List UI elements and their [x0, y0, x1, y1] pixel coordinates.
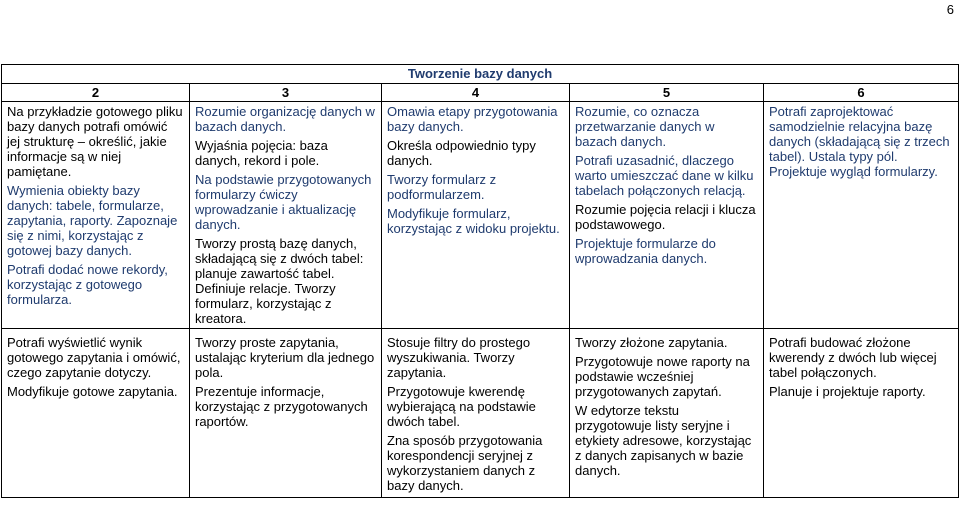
cell-paragraph: Planuje i projektuje raporty.: [769, 384, 926, 399]
table-cell: [2, 102, 190, 329]
cell-paragraph: Potrafi uzasadnić, dlaczego warto umieszczać dane w kilku tabelach połączonych relacją.: [575, 153, 754, 198]
curriculum-table: [1, 64, 959, 498]
cell-paragraph: Stosuje filtry do prostego wyszukiwania. Tworzy zapytania.: [387, 335, 531, 380]
table-cell: [764, 102, 959, 329]
table-title: Tworzenie bazy danych: [2, 65, 959, 84]
cell-paragraph: Wyjaśnia pojęcia: baza danych, rekord i pole.: [195, 138, 328, 168]
cell-paragraph: Rozumie, co oznacza przetwarzanie danych w bazach danych.: [575, 104, 715, 149]
cell-paragraph: Tworzy złożone zapytania.: [575, 335, 728, 350]
cell-paragraph: Rozumie pojęcia relacji i klucza podstawowego.: [575, 202, 756, 232]
cell-paragraph: Omawia etapy przygotowania bazy danych.: [387, 104, 558, 134]
cell-paragraph: Tworzy formularz z podformularzem.: [387, 172, 497, 202]
column-number: 6: [764, 84, 959, 102]
cell-paragraph: Modyfikuje formularz, korzystając z widoku projektu.: [387, 206, 560, 236]
cell-paragraph: Przygotowuje kwerendę wybierającą na podstawie dwóch tabel.: [387, 384, 536, 429]
cell-paragraph: Potrafi wyświetlić wynik gotowego zapytania i omówić, czego zapytanie dotyczy.: [7, 335, 181, 380]
cell-paragraph: Zna sposób przygotowania korespondencji seryjnej z wykorzystaniem danych z bazy danych.: [387, 433, 543, 493]
cell-paragraph: Tworzy prostą bazę danych, składającą się z dwóch tabel: planuje zawartość tabel. Definiuje relacje. Tworzy formularz, korzystając z kreatora.: [195, 236, 364, 326]
column-number: 4: [382, 84, 570, 102]
table-cell: [190, 329, 382, 498]
cell-paragraph: Tworzy proste zapytania, ustalając kryterium dla jednego pola.: [195, 335, 375, 380]
cell-paragraph: W edytorze tekstu przygotowuje listy seryjne i etykiety adresowe, korzystając z danych zapisanych w bazie danych.: [575, 403, 752, 478]
cell-paragraph: Potrafi dodać nowe rekordy, korzystając z gotowego formularza.: [7, 262, 168, 307]
cell-paragraph: Przygotowuje nowe raporty na podstawie wcześniej przygotowanych zapytań.: [575, 354, 750, 399]
cell-paragraph: Potrafi zaprojektować samodzielnie relacyjna bazę danych (składającą się z trzech tabel). Ustala typy pól. Projektuje wygląd formularzy.: [769, 104, 950, 179]
column-number-row: [2, 84, 959, 102]
cell-paragraph: Projektuje formularze do wprowadzania danych.: [575, 236, 716, 266]
cell-paragraph: Wymienia obiekty bazy danych: tabele, formularze, zapytania, raporty. Zapoznaje się z nimi, korzystając z gotowej bazy danych.: [7, 183, 178, 258]
cell-paragraph: Na przykładzie gotowego pliku bazy danych potrafi omówić jej strukturę – określić, jakie informacje są w niej pamiętane.: [7, 104, 183, 179]
cell-paragraph: Na podstawie przygotowanych formularzy ćwiczy wprowadzanie i aktualizację danych.: [195, 172, 372, 232]
table-cell: [2, 329, 190, 498]
table-cell: [764, 329, 959, 498]
table-cell: [570, 329, 764, 498]
column-number: 2: [2, 84, 190, 102]
table-row: [2, 329, 959, 498]
cell-paragraph: Potrafi budować złożone kwerendy z dwóch lub więcej tabel połączonych.: [769, 335, 937, 380]
column-number: 3: [190, 84, 382, 102]
table-cell: [382, 102, 570, 329]
table-title-row: [2, 65, 959, 84]
column-number: 5: [570, 84, 764, 102]
table-cell: [382, 329, 570, 498]
cell-paragraph: Prezentuje informacje, korzystając z przygotowanych raportów.: [195, 384, 368, 429]
table-cell: [190, 102, 382, 329]
page-number: 6: [946, 2, 954, 17]
cell-paragraph: Określa odpowiednio typy danych.: [387, 138, 536, 168]
cell-paragraph: Rozumie organizację danych w bazach danych.: [195, 104, 375, 134]
cell-paragraph: Modyfikuje gotowe zapytania.: [7, 384, 178, 399]
table-cell: [570, 102, 764, 329]
table-row: [2, 102, 959, 329]
